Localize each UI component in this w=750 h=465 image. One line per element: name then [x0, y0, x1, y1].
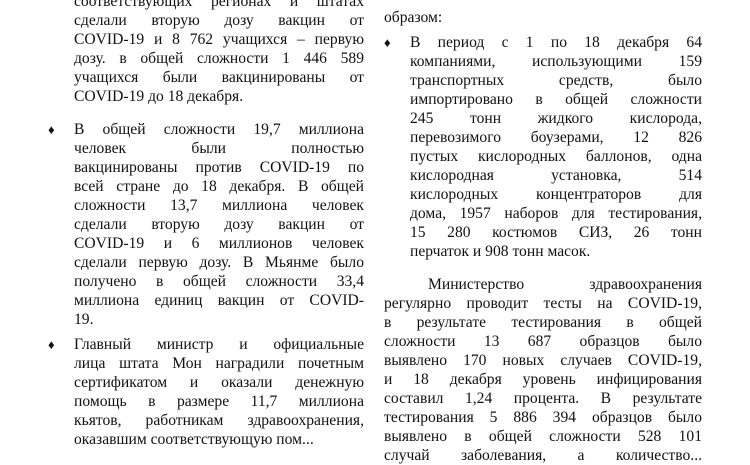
text-line: сложности 13,7 миллиона человек — [74, 197, 364, 214]
text-line: миллиона единиц вакцин от COVID- — [74, 292, 364, 309]
text-line: учащихся были вакцинированы от — [74, 69, 364, 86]
text-line: дозу. в общей сложности 1 446 589 — [74, 50, 364, 67]
text-line: составил 1,24 процента. В результате — [384, 390, 702, 407]
text-line: тестирования 5 886 394 образцов было — [384, 409, 702, 426]
text-line: компаниями, использующими 159 — [410, 53, 702, 70]
health-ministry-paragraph — [384, 275, 702, 465]
text-line: выявлено в общей сложности 528 101 — [384, 428, 702, 445]
text-line: сделали вторую дозу вакцин от — [74, 216, 364, 233]
text-line: импортировано в общей сложности — [410, 91, 702, 108]
text-line: В период с 1 по 18 декабря 64 — [410, 34, 702, 51]
text-line: Главный министр и официальные — [74, 336, 364, 353]
text-line: кислородных концентраторов для — [410, 186, 702, 203]
text-line: всей стране до 18 декабря. В общей — [74, 178, 364, 195]
text-line: кислородная установка, 514 — [410, 167, 702, 184]
text-line: 19. — [74, 311, 94, 328]
text-line: выявлено 170 новых случаев COVID-19, — [384, 352, 702, 369]
bullet-item-mon-state-award — [48, 335, 364, 449]
text-line: сложности 13 687 образцов было — [384, 333, 702, 350]
text-line: человек были полностью — [74, 140, 364, 157]
text-line: лица штата Мон наградили почетным — [74, 355, 364, 372]
text-line: дома, 1957 наборов для тестирования, — [410, 205, 702, 222]
text-line: в результате тестирования в общей — [384, 314, 702, 331]
text-line: вакцинированы против COVID-19 по — [74, 159, 364, 176]
text-line: получено в общей сложности 33,4 — [74, 273, 364, 290]
text-line: транспортных средств, было — [410, 72, 702, 89]
text-line: 15 280 костюмов СИЗ, 26 тонн — [410, 224, 702, 241]
text-line: случай заболевания, а количество... — [384, 447, 702, 464]
text-line: 245 тонн жидкого кислорода, — [410, 110, 702, 127]
right-intro — [384, 8, 702, 27]
text-line: оказавшим соответствующую пом... — [74, 431, 314, 448]
text-line: регулярно проводит тесты на COVID-19, — [384, 295, 702, 312]
text-line: соответствующих регионах и штатах — [74, 0, 364, 10]
text-line: COVID-19 до 18 декабря. — [74, 88, 244, 105]
text-line: перчаток и 908 тонн масок. — [410, 243, 591, 260]
right-column — [384, 0, 702, 465]
text-line: и 18 декабря уровень инфицирования — [384, 371, 702, 388]
bullet-item-imports — [384, 33, 702, 261]
bullet-diamond-icon: ♦ — [48, 337, 55, 352]
text-line: COVID-19 и 6 миллионов человек — [74, 235, 364, 252]
text-line: Министерство здравоохранения — [428, 276, 702, 293]
bullet-diamond-icon: ♦ — [48, 122, 55, 137]
text-line: сделали вторую дозу вакцин от — [74, 12, 364, 29]
left-column — [48, 0, 364, 449]
text-line: сделали первую дозу. В Мьянме было — [74, 254, 364, 271]
bullet-item-vaccination-total — [48, 120, 364, 329]
text-line: сертификатом и оказали денежную — [74, 374, 364, 391]
left-intro-paragraph — [48, 0, 364, 106]
text-line: COVID-19 и 8 762 учащихся – первую — [74, 31, 364, 48]
text-line: образом: — [384, 9, 443, 26]
bullet-diamond-icon: ♦ — [384, 35, 391, 50]
text-line: перевозимого боузерами, 12 826 — [410, 129, 702, 146]
text-line: В общей сложности 19,7 миллиона — [74, 121, 364, 138]
text-line: кьятов, работникам здравоохранения, — [74, 412, 364, 429]
text-line: помощь в размере 11,7 миллиона — [74, 393, 364, 410]
text-line: пустых кислородных баллонов, одна — [410, 148, 702, 165]
